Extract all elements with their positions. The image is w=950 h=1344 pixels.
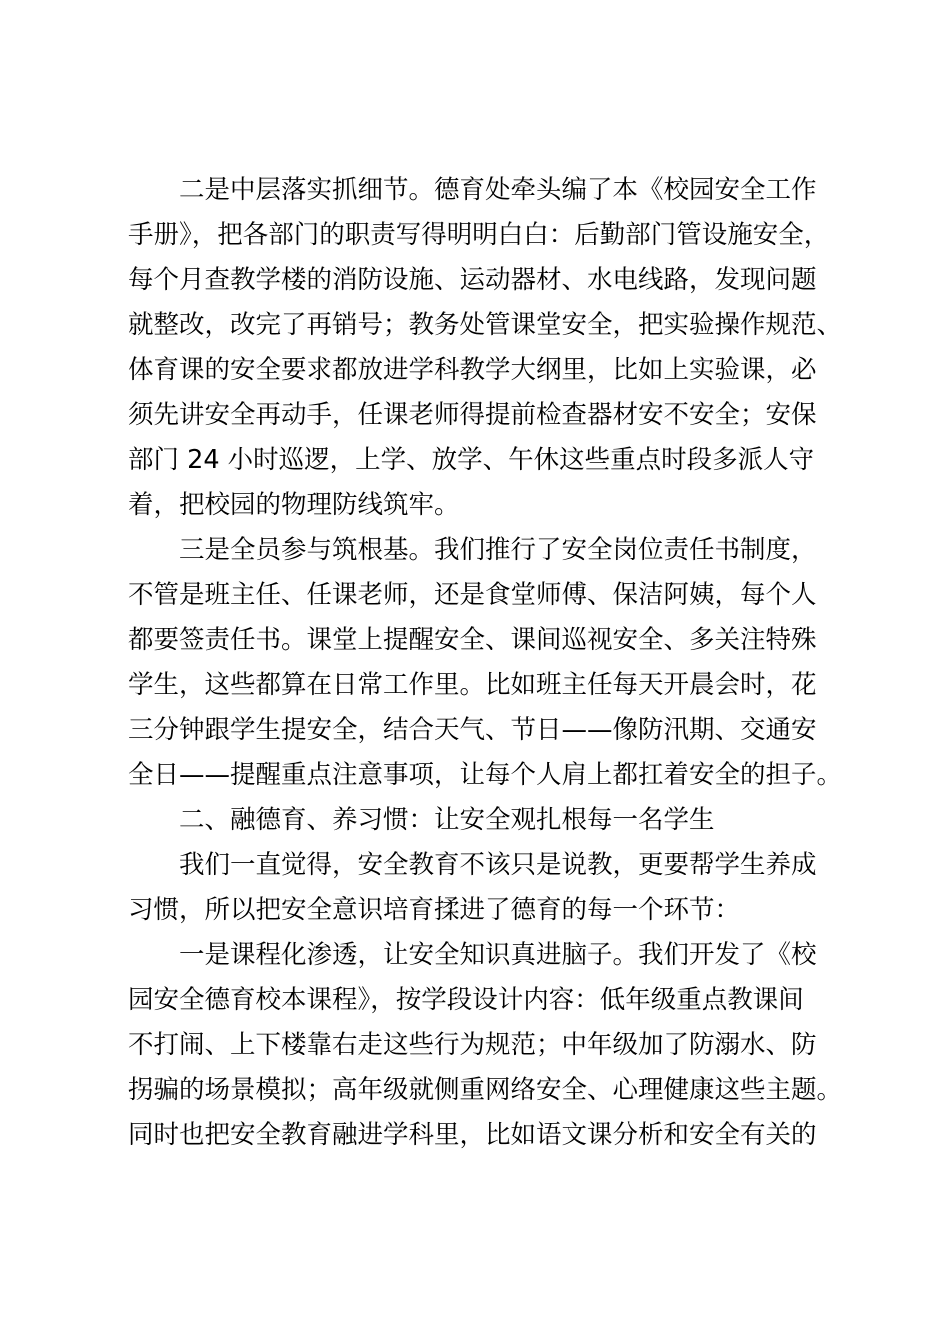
text-line: 二是中层落实抓细节。德育处牵头编了本《校园安全工作 <box>179 175 817 205</box>
body-text <box>128 168 848 1158</box>
text-line: 三分钟跟学生提安全，结合天气、节日——像防汛期、交通安 <box>128 715 817 745</box>
text-line: 每个月查教学楼的消防设施、运动器材、水电线路，发现问题 <box>128 265 817 295</box>
text-line: 拐骗的场景模拟；高年级就侧重网络安全、心理健康这些主题。 <box>128 1075 843 1105</box>
text-line: 不管是班主任、任课老师，还是食堂师傅、保洁阿姨，每个人 <box>128 580 817 610</box>
text-line: 体育课的安全要求都放进学科教学大纲里，比如上实验课，必 <box>128 355 817 385</box>
text-line: 手册》，把各部门的职责写得明明白白：后勤部门管设施安全， <box>128 220 830 250</box>
text-line: 习惯，所以把安全意识培育揉进了德育的每一个环节： <box>128 895 741 925</box>
text-line: 全日——提醒重点注意事项，让每个人肩上都扛着安全的担子。 <box>128 760 843 790</box>
text-line: 都要签责任书。课堂上提醒安全、课间巡视安全、多关注特殊 <box>128 625 817 655</box>
text-line: 我们一直觉得，安全教育不该只是说教，更要帮学生养成 <box>179 850 817 880</box>
text-line: 就整改，改完了再销号；教务处管课堂安全，把实验操作规范、 <box>128 310 843 340</box>
text-line: 三是全员参与筑根基。我们推行了安全岗位责任书制度， <box>179 535 817 565</box>
text-line: 同时也把安全教育融进学科里，比如语文课分析和安全有关的 <box>128 1120 817 1150</box>
text-line: 不打闹、上下楼靠右走这些行为规范；中年级加了防溺水、防 <box>128 1030 817 1060</box>
text-line: 一是课程化渗透，让安全知识真进脑子。我们开发了《校 <box>179 940 817 970</box>
text-line: 学生，这些都算在日常工作里。比如班主任每天开晨会时，花 <box>128 670 817 700</box>
text-line: 须先讲安全再动手，任课老师得提前检查器材安不安全；安保 <box>128 400 817 430</box>
text-line: 园安全德育校本课程》，按学段设计内容：低年级重点教课间 <box>128 985 804 1015</box>
text-line: 部门 24 小时巡逻，上学、放学、午休这些重点时段多派人守 <box>128 445 815 475</box>
text-line: 二、融德育、养习惯：让安全观扎根每一名学生 <box>179 805 715 835</box>
text-line: 着，把校园的物理防线筑牢。 <box>128 490 460 520</box>
